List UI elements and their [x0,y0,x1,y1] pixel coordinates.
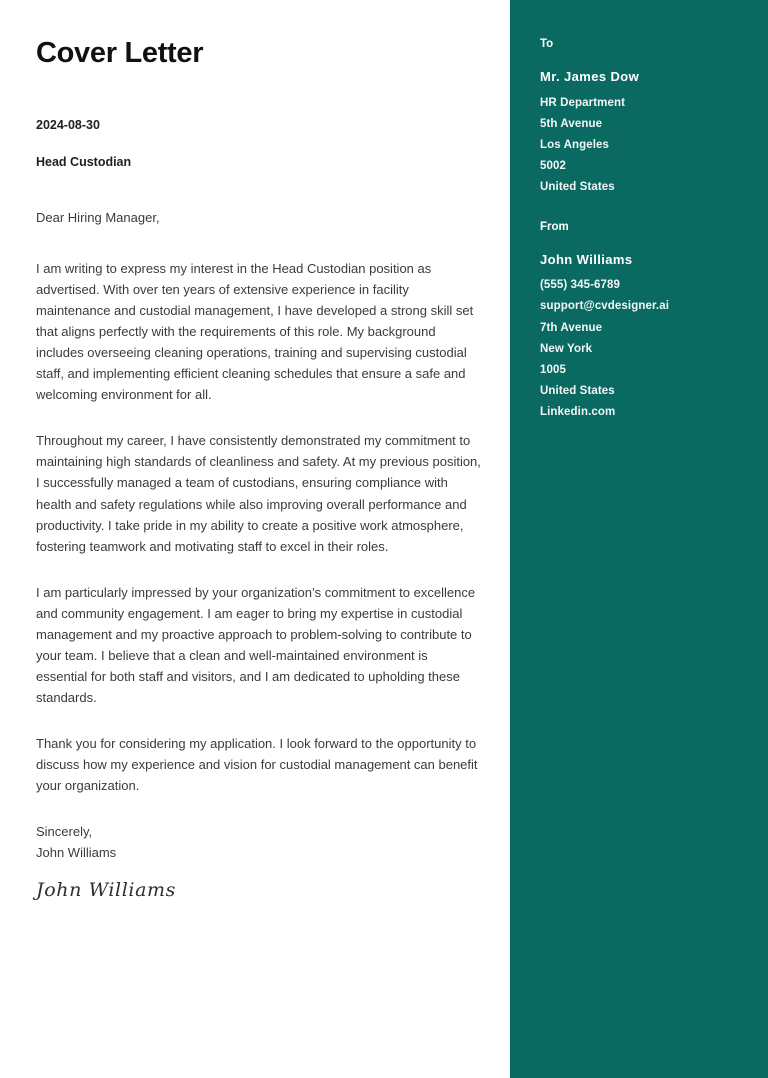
letter-salutation: Dear Hiring Manager, [36,209,160,225]
sender-country: United States [540,384,615,397]
page-title: Cover Letter [36,37,204,69]
sender-postcode: 1005 [540,363,566,376]
letter-date: 2024-08-30 [36,117,100,132]
signature: John Williams [36,879,176,902]
contact-sidebar [510,0,768,1078]
letter-paragraph-1: I am writing to express my interest in the Head Custodian position as advertised. With over ten years of extensive experience in facility maintenance and custodial management, I have developed a strong skill set that aligns perfectly with the requirements of this role. My background includes overseeing cleaning operations, training and supervising custodial staff, and implementing efficient cleaning schedules that ensure a safe and welcoming environment for all. [36,261,474,403]
recipient-block [540,38,746,198]
recipient-name: Mr. James Dow [540,68,640,84]
sender-street: 7th Avenue [540,321,603,334]
letter-paragraph-2: Throughout my career, I have consistently demonstrated my commitment to maintaining high standards of cleanliness and safety. At my previous position, I successfully managed a team of custodians, ensuring compliance with health and safety regulations while also improving overall performance and productivity. I take pride in my ability to create a positive work atmosphere, fostering teamwork and motivating staff to excel in their roles. [36,433,481,554]
letter-closing-name: John Williams [36,845,117,861]
recipient-line-street: 5th Avenue [540,117,603,130]
letter-closing: Sincerely, [36,824,93,840]
sender-block [540,221,746,423]
sender-city: New York [540,342,593,355]
letter-job-title: Head Custodian [36,154,132,169]
recipient-heading: To [540,38,554,50]
sender-phone: (555) 345-6789 [540,279,621,292]
recipient-line-country: United States [540,180,615,193]
sender-heading: From [540,220,569,233]
letter-paragraph-3: I am particularly impressed by your organization’s commitment to excellence and community engagement. I am eager to bring my expertise in custodial management and my proactive approach to problem-solving to contribute to your team. I believe that a clean and well-maintained environment is essential for both staff and visitors, and I am dedicated to upholding these standards. [36,584,476,705]
recipient-line-city: Los Angeles [540,138,610,151]
recipient-line-postcode: 5002 [540,159,566,172]
sender-website: Linkedin.com [540,405,616,418]
sender-name: John Williams [540,251,633,267]
letter-paragraph-4: Thank you for considering my application. I look forward to the opportunity to discuss how my experience and vision for custodial management can benefit your organization. [36,735,478,794]
recipient-line-department: HR Department [540,96,626,109]
sender-email: support@cvdesigner.ai [540,300,669,313]
